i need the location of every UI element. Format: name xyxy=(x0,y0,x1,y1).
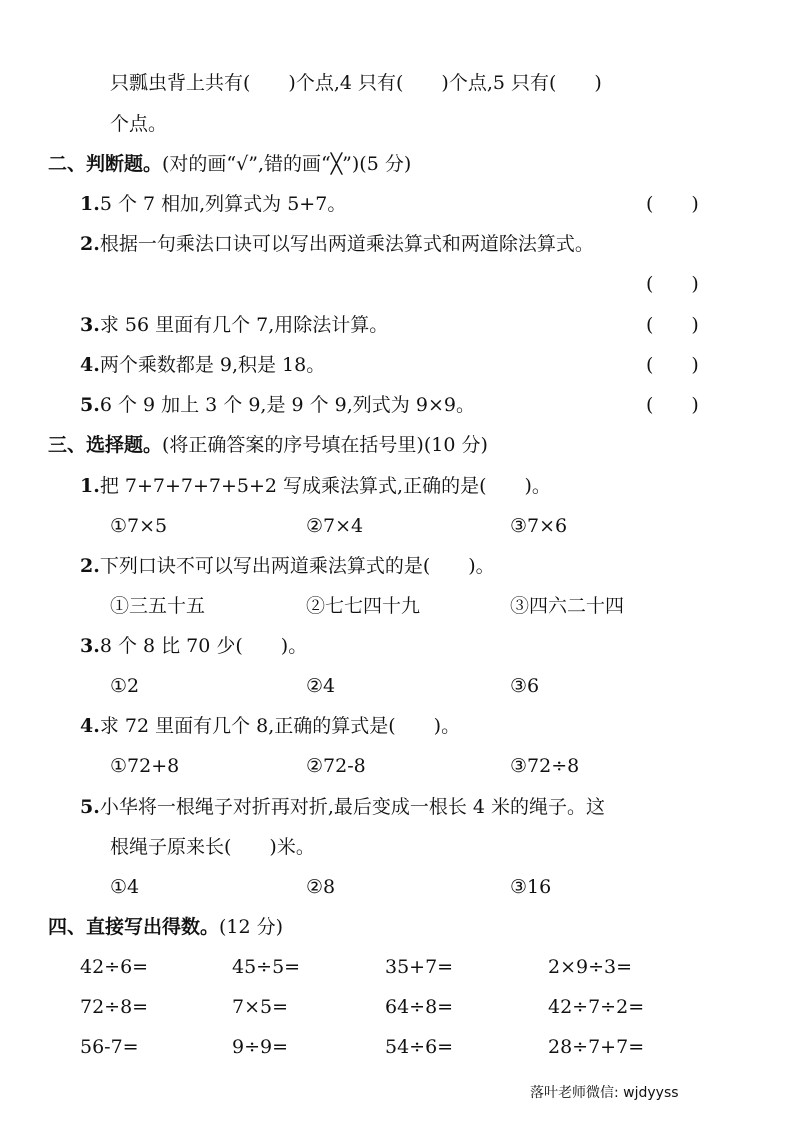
s3-q3-option-1[interactable]: ①2 xyxy=(110,675,140,697)
s3-question-text: 求 72 里面有几个 8,正确的算式是( )。 xyxy=(99,715,461,737)
s3-q3-option-2[interactable]: ②4 xyxy=(306,675,336,697)
s2-item-5 xyxy=(80,392,475,418)
calc-item[interactable]: 28÷7+7= xyxy=(548,1036,645,1058)
s2-answer-blank-3[interactable]: ( ) xyxy=(646,314,699,336)
s2-item-number: 4. xyxy=(80,354,100,376)
s2-item-text: 5 个 7 相加,列算式为 5+7。 xyxy=(99,193,347,215)
intro-line-1: 只瓢虫背上共有( )个点,4 只有( )个点,5 只有( ) xyxy=(110,72,602,94)
calc-item[interactable]: 56-7= xyxy=(80,1036,139,1058)
s2-item-2 xyxy=(80,231,594,257)
s2-item-3 xyxy=(80,312,388,338)
s3-q2-option-2[interactable]: ②七七四十九 xyxy=(306,595,421,617)
s3-q2-option-3[interactable]: ③四六二十四 xyxy=(510,595,625,617)
s3-q5-option-1[interactable]: ①4 xyxy=(110,876,140,898)
s3-question-2 xyxy=(80,553,495,579)
s3-question-4 xyxy=(80,713,460,739)
s2-item-4 xyxy=(80,352,325,378)
footer-contact: 落叶老师微信: wjdyyss xyxy=(530,1085,679,1101)
s3-q1-option-3[interactable]: ③7×6 xyxy=(510,515,568,537)
calc-item[interactable]: 7×5= xyxy=(232,996,289,1018)
s3-question-5-continuation: 根绳子原来长( )米。 xyxy=(110,836,315,858)
s3-question-text: 小华将一根绳子对折再对折,最后变成一根长 4 米的绳子。这 xyxy=(99,796,606,818)
calc-item[interactable]: 2×9÷3= xyxy=(548,956,633,978)
s3-question-number: 5. xyxy=(80,796,100,818)
calc-item[interactable]: 9÷9= xyxy=(232,1036,289,1058)
s3-q4-option-3[interactable]: ③72÷8 xyxy=(510,755,580,777)
intro-line-2: 个点。 xyxy=(110,113,168,135)
section4-note: (12 分) xyxy=(219,916,284,938)
section2-heading: 二、判断题。 xyxy=(48,153,163,175)
s3-question-1 xyxy=(80,473,551,499)
s2-item-text: 两个乘数都是 9,积是 18。 xyxy=(99,354,326,376)
s3-question-text: 下列口诀不可以写出两道乘法算式的是( )。 xyxy=(99,555,495,577)
s2-item-number: 5. xyxy=(80,394,100,416)
section2-note: (对的画“√”,错的画“╳”)(5 分) xyxy=(162,153,412,175)
s3-question-3 xyxy=(80,633,307,659)
s2-item-number: 3. xyxy=(80,314,100,336)
s2-item-number: 2. xyxy=(80,233,100,255)
s3-q3-option-3[interactable]: ③6 xyxy=(510,675,540,697)
section4-heading: 四、直接写出得数。 xyxy=(48,916,220,938)
s3-q2-option-1[interactable]: ①三五十五 xyxy=(110,595,206,617)
s3-question-number: 4. xyxy=(80,715,100,737)
section3-title xyxy=(48,432,488,458)
s3-q1-option-2[interactable]: ②7×4 xyxy=(306,515,364,537)
calc-item[interactable]: 45÷5= xyxy=(232,956,301,978)
s3-question-number: 2. xyxy=(80,555,100,577)
s3-question-text: 把 7+7+7+7+5+2 写成乘法算式,正确的是( )。 xyxy=(99,475,551,497)
calc-item[interactable]: 35+7= xyxy=(385,956,454,978)
section3-note: (将正确答案的序号填在括号里)(10 分) xyxy=(162,434,488,456)
section2-title xyxy=(48,151,411,177)
s3-q1-option-1[interactable]: ①7×5 xyxy=(110,515,168,537)
s3-q4-option-1[interactable]: ①72+8 xyxy=(110,755,180,777)
s2-answer-blank-1[interactable]: ( ) xyxy=(646,193,699,215)
s2-item-text: 求 56 里面有几个 7,用除法计算。 xyxy=(99,314,389,336)
s3-question-5 xyxy=(80,794,605,820)
s2-item-1 xyxy=(80,191,346,217)
calc-item[interactable]: 42÷7÷2= xyxy=(548,996,645,1018)
section3-heading: 三、选择题。 xyxy=(48,434,163,456)
calc-item[interactable]: 54÷6= xyxy=(385,1036,454,1058)
s2-item-text: 6 个 9 加上 3 个 9,是 9 个 9,列式为 9×9。 xyxy=(99,394,475,416)
s3-question-text: 8 个 8 比 70 少( )。 xyxy=(99,635,308,657)
s3-question-number: 1. xyxy=(80,475,100,497)
s2-answer-blank-2[interactable]: ( ) xyxy=(646,273,699,295)
s3-q4-option-2[interactable]: ②72-8 xyxy=(306,755,366,777)
s2-answer-blank-4[interactable]: ( ) xyxy=(646,354,699,376)
calc-item[interactable]: 72÷8= xyxy=(80,996,149,1018)
calc-item[interactable]: 64÷8= xyxy=(385,996,454,1018)
s2-item-text: 根据一句乘法口诀可以写出两道乘法算式和两道除法算式。 xyxy=(99,233,594,255)
section4-title xyxy=(48,914,283,940)
s2-answer-blank-5[interactable]: ( ) xyxy=(646,394,699,416)
s3-q5-option-2[interactable]: ②8 xyxy=(306,876,336,898)
calc-item[interactable]: 42÷6= xyxy=(80,956,149,978)
s2-item-number: 1. xyxy=(80,193,100,215)
s3-question-number: 3. xyxy=(80,635,100,657)
s3-q5-option-3[interactable]: ③16 xyxy=(510,876,552,898)
